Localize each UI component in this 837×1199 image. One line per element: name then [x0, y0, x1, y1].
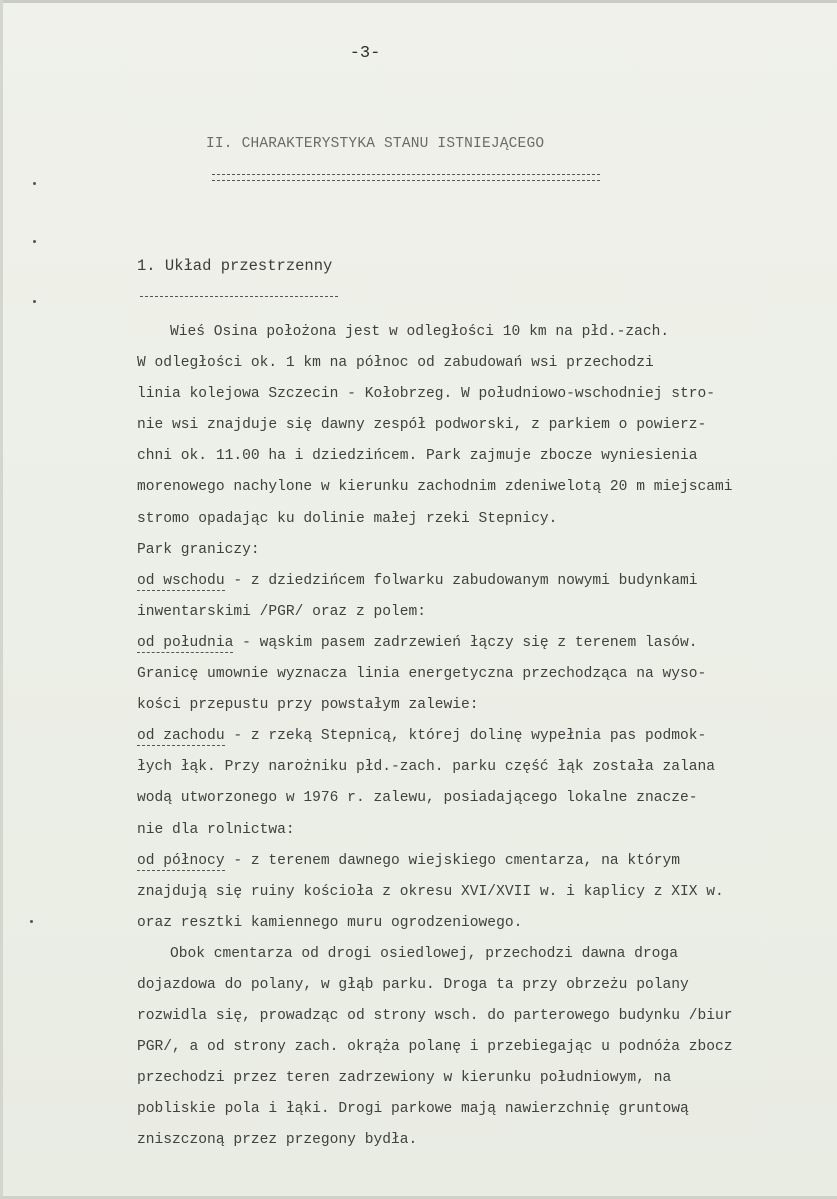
page-number: -3- — [349, 44, 381, 63]
text-line: - wąskim pasem zadrzewień łączy się z terenem lasów. — [233, 634, 698, 651]
border-north — [137, 846, 827, 877]
text-line: Wieś Osina położona jest w odległości 10 km na płd.-zach. — [170, 324, 670, 340]
text-line: Obok cmentarza od drogi osiedlowej, przechodzi dawna droga — [170, 945, 678, 962]
park-borders-intro: Park graniczy: — [137, 541, 260, 558]
border-label: od zachodu — [137, 728, 225, 745]
border-west — [137, 721, 827, 752]
punch-dot — [33, 300, 36, 303]
text-line: chni ok. 11.00 ha i dziedzińcem. Park zajmuje zbocze wyniesienia — [137, 448, 698, 465]
section-title: 1. Układ przestrzenny — [137, 257, 333, 275]
page-edge-left — [0, 0, 3, 1199]
body-text — [137, 317, 827, 1157]
text-line: nie dla rolnictwa: — [137, 821, 295, 838]
text-line: przechodzi przez teren zadrzewiony w kierunku południowym, na — [137, 1070, 672, 1087]
text-line: pobliskie pola i łąki. Drogi parkowe mają nawierzchnię gruntową — [137, 1101, 689, 1118]
text-line: łych łąk. Przy narożniku płd.-zach. parku część łąk została zalana — [137, 759, 716, 776]
text-line: - z dziedzińcem folwarku zabudowanym nowymi budynkami — [224, 572, 698, 589]
text-line: linia kolejowa Szczecin - Kołobrzeg. W południowo-wschodniej stro- — [137, 386, 716, 403]
text-line: Granicę umownie wyznacza linia energetyczna przechodząca na wyso- — [137, 666, 707, 683]
text-line: znajdują się ruiny kościoła z okresu XVI/XVII w. i kaplicy z XIX w. — [137, 883, 724, 900]
text-line: - z terenem dawnego wiejskiego cmentarza, na którym — [224, 852, 680, 869]
text-line: zniszczoną przez przegony bydła. — [137, 1132, 418, 1149]
text-line: rozwidla się, prowadząc od strony wsch. do parterowego budynku /biur — [137, 1008, 733, 1025]
text-line: - z rzeką Stepnicą, której dolinę wypełnia pas podmok- — [224, 728, 707, 745]
punch-dot — [33, 240, 36, 243]
border-label: od północy — [137, 852, 225, 869]
border-label: od południa — [137, 634, 234, 651]
text-line: PGR/, a od strony zach. okrąża polanę i przebiegając u podnóża zbocz — [137, 1039, 733, 1056]
section-title-underline — [140, 296, 338, 297]
heading-double-underline — [212, 174, 600, 181]
punch-dot — [30, 920, 33, 923]
text-line: kości przepustu przy powstałym zalewie: — [137, 697, 479, 714]
text-line: oraz resztki kamiennego muru ogrodzeniowego. — [137, 914, 523, 931]
text-line: nie wsi znajduje się dawny zespół podworski, z parkiem o powierz- — [137, 417, 707, 434]
border-south — [137, 628, 827, 659]
border-east — [137, 566, 827, 597]
chapter-heading: II. CHARAKTERYSTYKA STANU ISTNIEJĄCEGO — [206, 136, 545, 152]
text-line: wodą utworzonego w 1976 r. zalewu, posiadającego lokalne znacze- — [137, 790, 698, 807]
page-edge-top — [0, 0, 837, 3]
border-label: od wschodu — [137, 572, 225, 589]
text-line: dojazdowa do polany, w głąb parku. Droga ta przy obrzeżu polany — [137, 976, 689, 993]
punch-dot — [33, 182, 36, 185]
text-line: stromo opadając ku dolinie małej rzeki Stepnicy. — [137, 510, 558, 527]
text-line: inwentarskimi /PGR/ oraz z polem: — [137, 603, 427, 620]
text-line: W odległości ok. 1 km na północ od zabudowań wsi przechodzi — [137, 355, 654, 372]
text-line: morenowego nachylone w kierunku zachodnim zdeniwelotą 20 m miejscami — [137, 479, 733, 496]
